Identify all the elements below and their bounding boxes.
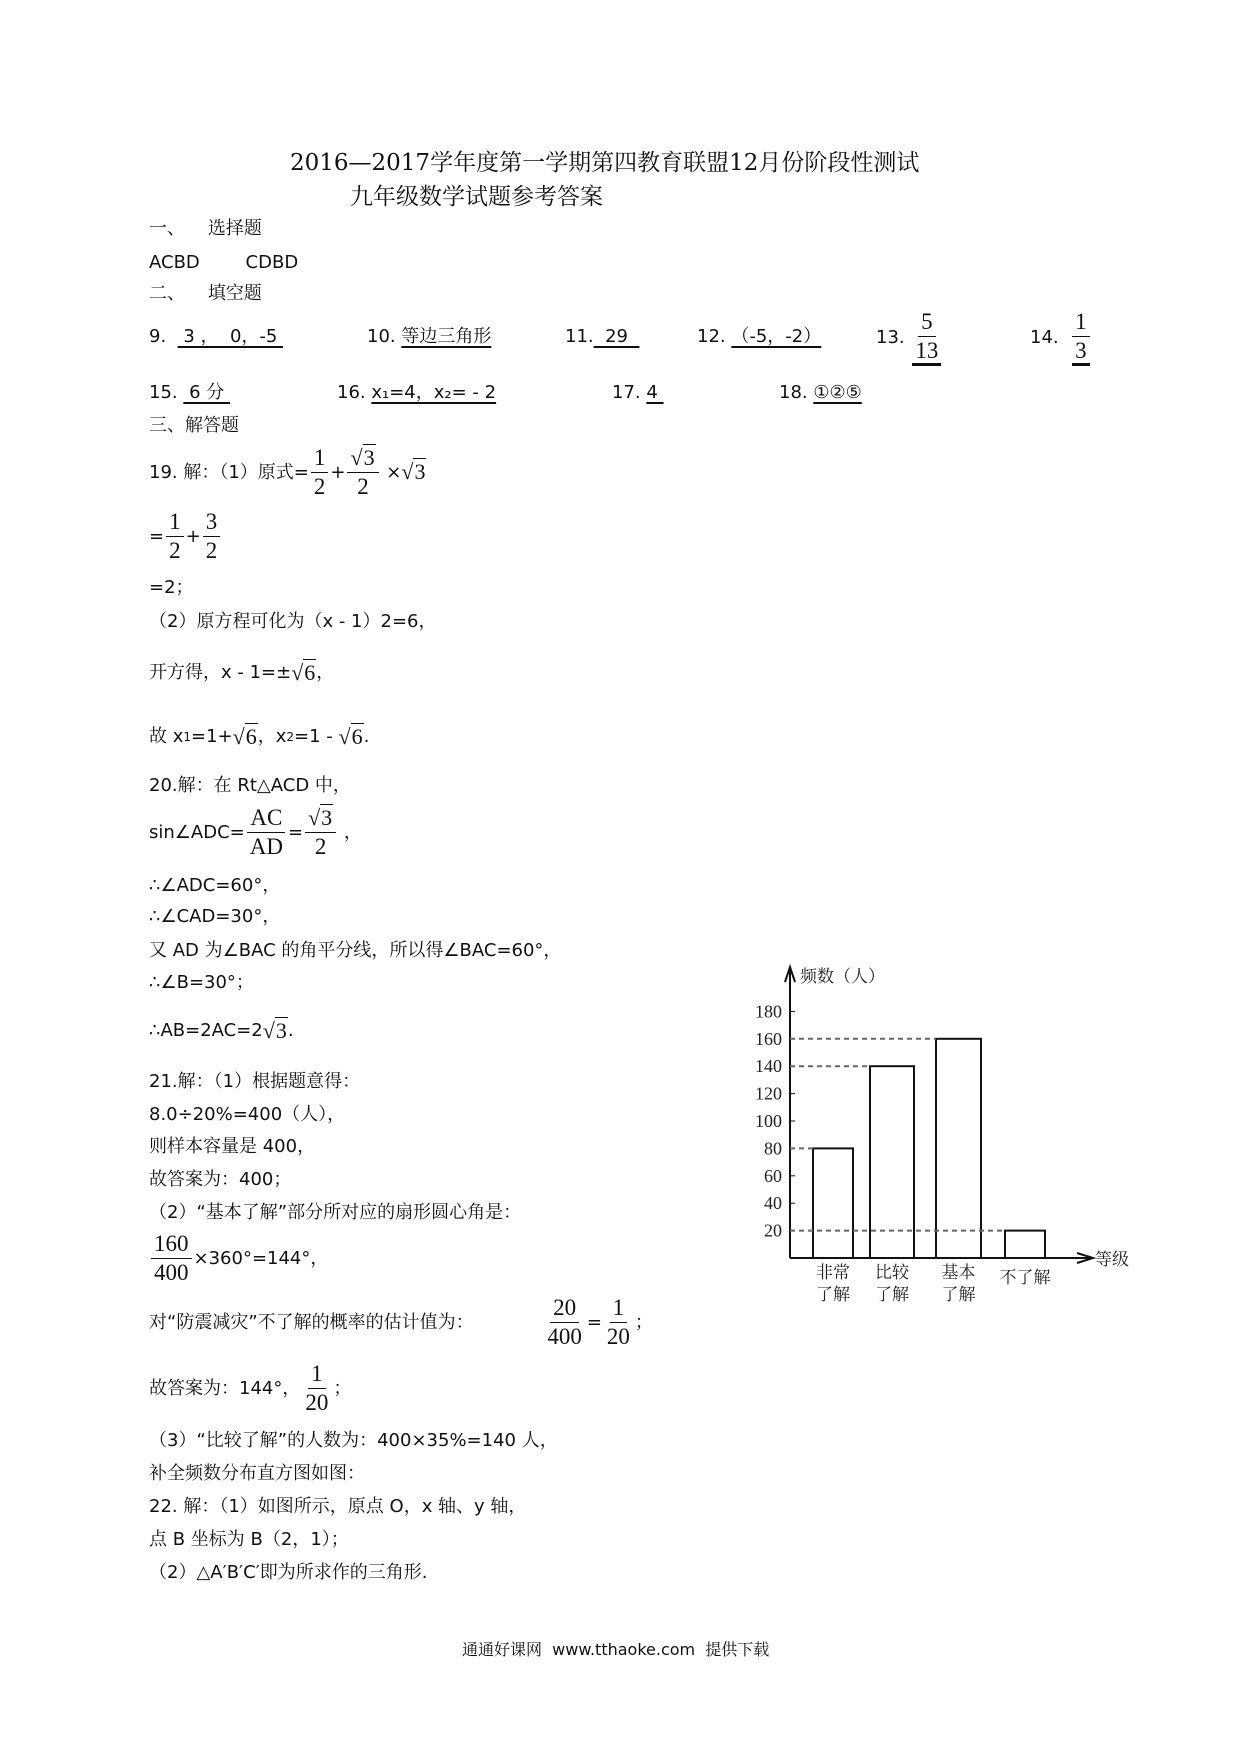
answer-line xyxy=(149,577,194,599)
text: 开方得，x - 1=± xyxy=(149,662,292,684)
numerator xyxy=(311,446,329,473)
text: 点 B 坐标为 B（2，1）； xyxy=(149,1529,349,1550)
text: 20 xyxy=(305,1390,329,1416)
text: ACBD CDBD xyxy=(149,252,299,273)
text: ， xyxy=(338,821,362,843)
numerator xyxy=(347,446,378,473)
answer-line xyxy=(149,415,239,437)
text: 二、 填空题 xyxy=(149,283,262,304)
denominator xyxy=(544,1323,585,1349)
answer-line xyxy=(149,1463,365,1485)
answer-line xyxy=(149,283,262,305)
answer-line xyxy=(149,906,280,928)
page-title: 2016—2017学年度第一学期第四教育联盟12月份阶段性测试 xyxy=(290,150,920,176)
y-tick-label: 140 xyxy=(755,1056,782,1077)
numerator xyxy=(610,1296,628,1323)
answer-line xyxy=(149,1430,558,1452)
denominator xyxy=(354,473,372,499)
text: 400 xyxy=(154,1260,189,1286)
denominator xyxy=(166,537,184,563)
answer-line xyxy=(149,1018,294,1044)
text: ∴∠CAD=30°， xyxy=(149,906,281,927)
text: 17. xyxy=(612,382,647,403)
text: 补全频数分布直方图如图： xyxy=(149,1463,365,1484)
numerator xyxy=(166,510,184,537)
text: 一、 选择题 xyxy=(149,218,262,239)
answer-line xyxy=(149,660,334,686)
text: 16. xyxy=(337,382,372,403)
text: 20.解：在 Rt△ACD 中， xyxy=(149,775,351,796)
answer-line xyxy=(876,310,943,366)
denominator xyxy=(312,833,330,859)
fraction xyxy=(305,806,336,859)
numerator xyxy=(151,1232,192,1259)
underlined-answer: （-5，-2） xyxy=(731,326,822,347)
text: . xyxy=(287,1020,294,1042)
answer-line xyxy=(612,382,664,404)
numerator xyxy=(550,1296,579,1323)
text: 三、解答题 xyxy=(149,415,239,436)
text: 故 x xyxy=(149,726,184,748)
text: ； xyxy=(333,1377,352,1399)
text: 5 xyxy=(921,309,933,334)
text: 160 xyxy=(154,1231,189,1256)
underlined-answer: 等边三角形 xyxy=(401,326,492,347)
answer-line xyxy=(149,252,298,274)
y-tick-label: 180 xyxy=(755,1001,782,1022)
y-tick-label: 20 xyxy=(764,1220,782,1241)
answer-line xyxy=(149,1071,360,1093)
radicand: 3 xyxy=(363,445,375,470)
text: 8.0÷20%=400（人）， xyxy=(149,1104,346,1125)
fraction xyxy=(151,1232,192,1285)
text: 1 xyxy=(313,445,326,470)
fraction xyxy=(604,1296,633,1349)
square-root: √6 xyxy=(338,724,363,749)
underlined-answer: 29 xyxy=(593,326,640,347)
denominator xyxy=(1072,337,1090,366)
answer-line xyxy=(149,1296,653,1349)
answer-line xyxy=(149,724,369,750)
denominator xyxy=(912,337,941,366)
fraction xyxy=(302,1362,331,1415)
numerator xyxy=(305,806,336,833)
answer-line xyxy=(149,806,362,859)
text: × xyxy=(380,461,402,483)
answer-line xyxy=(149,1104,345,1126)
text: 2 xyxy=(314,834,327,860)
numerator xyxy=(1072,310,1090,337)
y-axis-label: 频数（人） xyxy=(800,967,885,987)
text: . xyxy=(363,726,370,748)
text: 2 xyxy=(357,474,369,500)
denominator xyxy=(247,833,286,859)
fraction xyxy=(166,510,184,563)
text: 15. xyxy=(149,382,184,403)
text: = xyxy=(287,821,304,843)
frequency-histogram xyxy=(755,955,1135,1325)
denominator xyxy=(311,473,329,499)
text: 18. xyxy=(779,382,814,403)
radicand: 3 xyxy=(414,459,426,485)
y-tick-label: 40 xyxy=(764,1193,782,1214)
denominator xyxy=(151,1259,192,1285)
text: （3）“比较了解”的人数为：400×35%=140 人， xyxy=(149,1430,558,1451)
text: 14. xyxy=(1030,327,1071,349)
text: 19. 解：（1）原式= xyxy=(149,461,309,483)
text: （2）“基本了解”部分所对应的扇形圆心角是： xyxy=(149,1202,522,1223)
square-root: √6 xyxy=(232,724,257,749)
numerator xyxy=(247,806,285,833)
fraction xyxy=(247,806,286,859)
fraction xyxy=(347,446,378,499)
radicand: 3 xyxy=(321,805,333,830)
text: 1 xyxy=(612,1295,625,1320)
text: 对“防震减灾”不了解的概率的估计值为： xyxy=(149,1311,543,1333)
radicand: 6 xyxy=(351,724,363,749)
radicand: 6 xyxy=(245,724,257,749)
y-tick-label: 100 xyxy=(755,1111,782,1131)
text: AC xyxy=(250,805,283,830)
answer-line xyxy=(149,1202,521,1224)
y-tick-label: 160 xyxy=(755,1028,782,1049)
answer-line xyxy=(149,1232,328,1285)
text: ，x xyxy=(257,726,287,748)
answer-line xyxy=(367,326,491,348)
denominator xyxy=(302,1389,331,1415)
x-tick-label: 基本 xyxy=(941,1263,976,1283)
answer-line xyxy=(149,1136,315,1158)
answer-line xyxy=(149,326,283,348)
text: ∴AB=2AC=2 xyxy=(149,1020,263,1042)
text: 故答案为：400； xyxy=(149,1169,292,1190)
text: 22. 解：（1）如图所示，原点 O，x 轴、y 轴， xyxy=(149,1496,527,1517)
numerator xyxy=(918,310,936,337)
text: AD xyxy=(249,834,283,860)
x-tick-label: 了解 xyxy=(875,1285,909,1305)
answer-line xyxy=(149,382,230,404)
x-tick-label: 不了解 xyxy=(999,1268,1051,1288)
answer-line xyxy=(149,1362,351,1415)
y-tick-label: 80 xyxy=(764,1138,782,1159)
radicand: 3 xyxy=(275,1018,287,1043)
text: = xyxy=(149,525,165,547)
answer-line xyxy=(565,326,639,348)
answer-line xyxy=(149,1529,349,1551)
text: 2 xyxy=(313,474,326,500)
text: 又 AD 为∠BAC 的角平分线，所以得∠BAC=60°， xyxy=(149,940,562,961)
denominator xyxy=(604,1323,633,1349)
x-tick-label: 比较 xyxy=(875,1263,909,1283)
page-subtitle: 九年级数学试题参考答案 xyxy=(350,184,603,210)
subscript: 1 xyxy=(183,730,192,744)
answer-line xyxy=(337,382,496,404)
text: （2）原方程可化为（x - 1）2=6， xyxy=(149,611,437,632)
text: + xyxy=(185,525,201,547)
square-root: √3 xyxy=(308,805,333,830)
numerator xyxy=(203,510,221,537)
answer-line xyxy=(149,1169,291,1191)
text: ×360°=144°， xyxy=(193,1247,329,1269)
text: 20 xyxy=(553,1295,577,1320)
text: 13. xyxy=(876,327,911,349)
text: 3 xyxy=(1075,338,1087,364)
text: =1 - xyxy=(294,726,339,748)
text: ∴∠B=30°； xyxy=(149,972,254,993)
x-axis-label: 等级 xyxy=(1095,1250,1129,1270)
subscript: 2 xyxy=(286,730,295,744)
text: 21.解：（1）根据题意得： xyxy=(149,1071,361,1092)
text: sin∠ADC= xyxy=(149,821,245,843)
x-tick-label: 了解 xyxy=(816,1285,850,1305)
x-tick-label: 非常 xyxy=(816,1263,850,1283)
y-tick-label: 120 xyxy=(755,1083,782,1104)
y-tick-label: 60 xyxy=(764,1165,782,1186)
text: 9. xyxy=(149,326,178,347)
underlined-answer: 3 ， 0，-5 xyxy=(177,326,284,347)
text: 13 xyxy=(915,338,939,364)
fraction xyxy=(544,1296,585,1349)
square-root: √3 xyxy=(350,445,375,470)
fraction xyxy=(203,510,221,563)
radicand: 6 xyxy=(304,660,316,685)
text: ； xyxy=(634,1311,653,1333)
text: 11. xyxy=(565,326,594,347)
answer-line xyxy=(149,775,351,797)
text: （2）△A′B′C′即为所求作的三角形. xyxy=(149,1562,428,1583)
bar-3 xyxy=(1005,1231,1045,1258)
answer-line xyxy=(149,611,436,633)
text: =2； xyxy=(149,577,194,598)
answer-line xyxy=(149,1496,526,1518)
answer-line xyxy=(697,326,821,348)
fraction xyxy=(1072,310,1090,366)
underlined-answer: 4 xyxy=(646,382,664,403)
answer-line xyxy=(1030,310,1092,366)
text: 3 xyxy=(205,509,218,534)
square-root: √6 xyxy=(291,660,316,685)
text: 400 xyxy=(547,1324,582,1350)
footer-text: 通通好课网 www.tthaoke.com 提供下载 xyxy=(462,1640,770,1659)
text: 1 xyxy=(311,1361,323,1386)
answer-line xyxy=(779,382,862,404)
fraction xyxy=(912,310,941,366)
text: ， xyxy=(316,662,335,684)
answer-line xyxy=(149,1562,428,1584)
answer-line xyxy=(149,218,262,240)
text: ∴∠ADC=60°， xyxy=(149,875,281,896)
text: 20 xyxy=(606,1324,630,1350)
square-root: √3 xyxy=(262,1018,287,1043)
answer-line xyxy=(149,875,280,897)
text: 12. xyxy=(697,326,732,347)
answer-line xyxy=(149,940,561,962)
text: 2 xyxy=(205,538,218,564)
answer-line xyxy=(149,972,254,994)
text: 则样本容量是 400， xyxy=(149,1136,316,1157)
text: 1 xyxy=(1075,309,1087,334)
text: 2 xyxy=(169,538,181,564)
square-root: √3 xyxy=(401,459,426,485)
denominator xyxy=(203,537,221,563)
bar-0 xyxy=(813,1148,853,1258)
bar-2 xyxy=(936,1039,981,1258)
bar-1 xyxy=(870,1066,914,1258)
text: 故答案为：144°， xyxy=(149,1377,301,1399)
text: 10. xyxy=(367,326,402,347)
fraction xyxy=(311,446,329,499)
text: + xyxy=(330,461,346,483)
text: =1+ xyxy=(191,726,233,748)
underlined-answer: ①②⑤ xyxy=(813,382,862,403)
x-tick-label: 了解 xyxy=(941,1285,976,1305)
text: = xyxy=(586,1311,602,1333)
answer-line xyxy=(149,446,426,499)
underlined-answer: x₁=4，x₂= - 2 xyxy=(371,382,497,403)
numerator xyxy=(308,1362,326,1389)
text: 1 xyxy=(169,509,181,534)
answer-line xyxy=(149,510,222,563)
underlined-answer: 6 分 xyxy=(183,382,230,403)
